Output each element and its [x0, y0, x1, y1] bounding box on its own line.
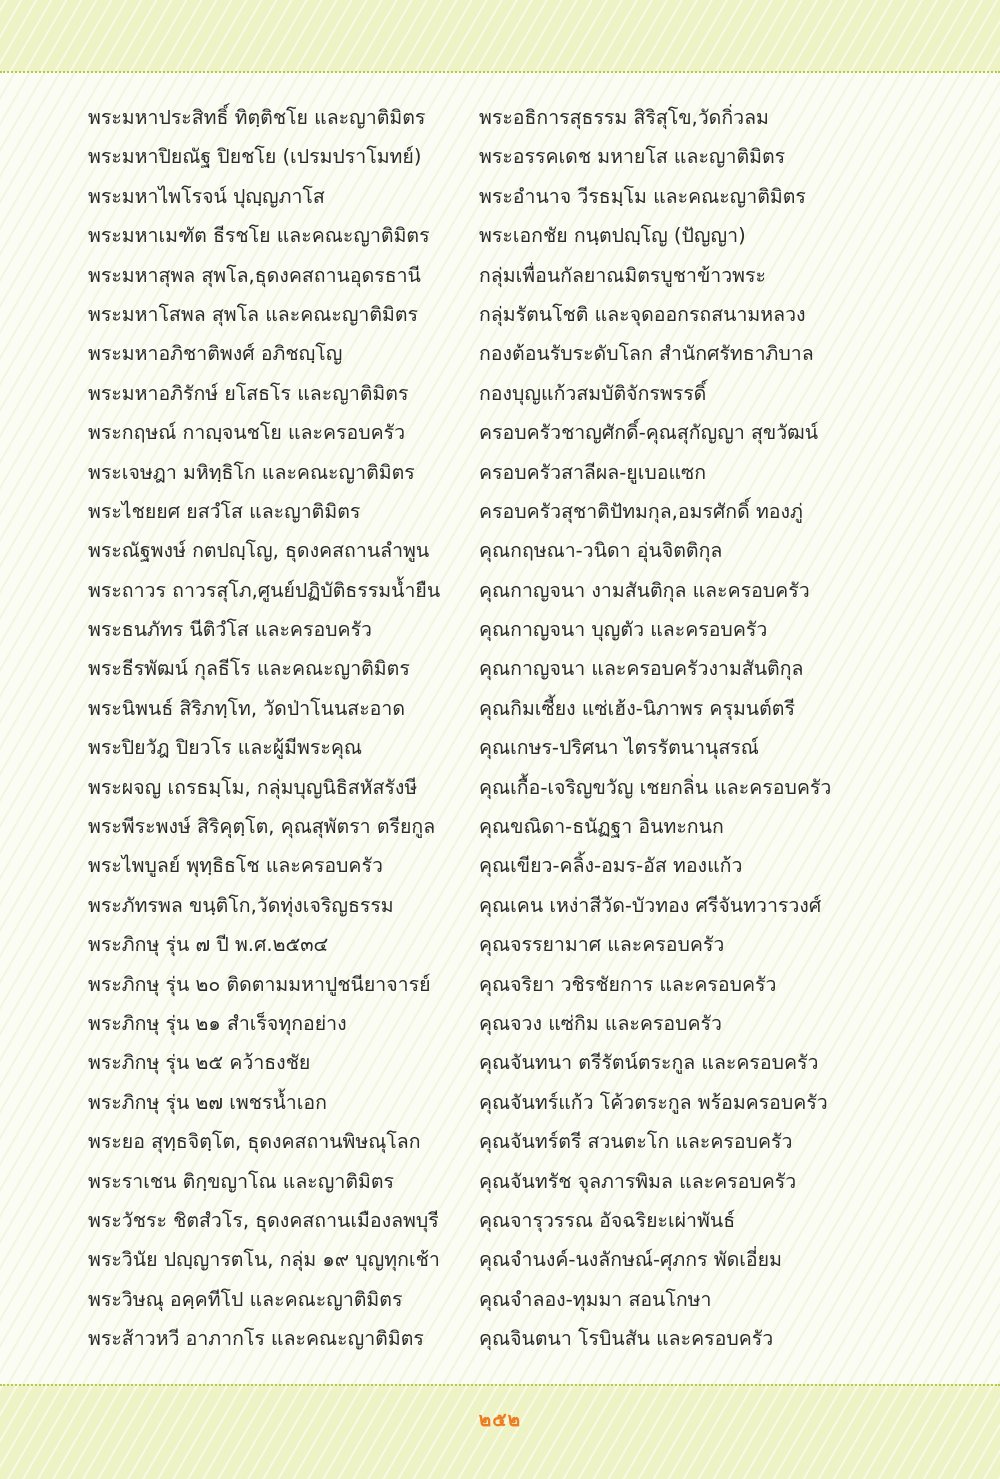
- list-item: พระภิกษุ รุ่น ๒๐ ติดตามมหาปูชนียาจารย์: [88, 972, 431, 996]
- list-item: พระวัชระ ชิตสํวโร, ธุดงคสถานเมืองลพบุรี: [88, 1208, 439, 1232]
- list-item: คุณจำลอง-ทุมมา สอนโกษา: [479, 1287, 712, 1311]
- list-item: ครอบครัวสุชาติปัทมกุล,อมรศักดิ์ ทองภู่: [479, 499, 803, 523]
- list-item: พระมหาประสิทธิ์ ทิตฺติชโย และญาติมิตร: [88, 106, 426, 129]
- list-item: คุณจันทรัช จุลภารพิมล และครอบครัว: [479, 1169, 797, 1193]
- list-item: พระอธิการสุธรรม สิริสุโข,วัดกิ่วลม: [479, 106, 769, 129]
- list-item: คุณกาญจนา และครอบครัวงามสันติกุล: [479, 657, 804, 681]
- right-name-list: [479, 98, 929, 1359]
- list-item: คุณเกื้อ-เจริญขวัญ เชยกลิ่น และครอบครัว: [479, 775, 832, 799]
- list-item: คุณกาญจนา บุญตัว และครอบครัว: [479, 618, 768, 642]
- list-item: คุณจำนงค์-นงลักษณ์-ศุภกร พัดเอี่ยม: [479, 1248, 782, 1272]
- list-item: กองต้อนรับระดับโลก สำนักศรัทธาภิบาล: [479, 342, 814, 366]
- list-item: คุณเขียว-คลิ้ง-อมร-อัส ทองแก้ว: [479, 854, 743, 878]
- list-item: พระส้าวหวี อาภากโร และคณะญาติมิตร: [88, 1327, 424, 1351]
- list-item: พระพีระพงษ์ สิริคุตฺโต, คุณสุพัตรา ตรียกูล: [88, 815, 436, 839]
- list-item: พระมหาอภิชาติพงศ์ อภิชญฺโญ: [88, 342, 343, 366]
- page-number: ๒๕๒: [478, 1409, 522, 1431]
- list-item: ครอบครัวสาลีผล-ยูเบอแซก: [479, 460, 707, 484]
- list-item: พระไพบูลย์ พุทฺธิธโช และครอบครัว: [88, 854, 383, 878]
- list-item: คุณกาญจนา งามสันติกุล และครอบครัว: [479, 578, 810, 602]
- top-dotted-divider: [0, 71, 1000, 73]
- list-item: คุณจริยา วชิรชัยการ และครอบครัว: [479, 972, 777, 996]
- list-item: คุณจารุวรรณ อัจฉริยะเผ่าพันธ์: [479, 1208, 736, 1232]
- list-item: พระธีรพัฒน์ กุลธีโร และคณะญาติมิตร: [88, 657, 410, 681]
- list-item: คุณจินตนา โรบินสัน และครอบครัว: [479, 1327, 774, 1351]
- list-item: พระกฤษณ์ กาญฺจนชโย และครอบครัว: [88, 421, 406, 445]
- list-item: พระภิกษุ รุ่น ๗ ปี พ.ศ.๒๕๓๔: [88, 933, 329, 957]
- list-item: พระมหาโสพล สุพโล และคณะญาติมิตร: [88, 302, 419, 326]
- list-item: คุณกฤษณา-วนิดา อุ่นจิตติกุล: [479, 539, 723, 563]
- list-item: พระอรรคเดช มหายโส และญาติมิตร: [479, 145, 786, 169]
- list-item: พระภิกษุ รุ่น ๒๑ สำเร็จทุกอย่าง: [88, 1011, 347, 1035]
- list-item: คุณกิมเซี้ยง แซ่เฮ้ง-นิภาพร ครุมนต์ตรี: [479, 696, 795, 720]
- list-item: คุณจวง แซ่กิม และครอบครัว: [479, 1011, 722, 1035]
- list-item: คุณขณิดา-ธนัฏฐา อินทะกนก: [479, 815, 724, 839]
- bottom-dotted-divider: [0, 1384, 1000, 1386]
- list-item: คุณจรรยามาศ และครอบครัว: [479, 933, 725, 957]
- list-item: พระปิยวัฎ ปิยวโร และผู้มีพระคุณ: [88, 736, 362, 760]
- list-item: พระผจญ เถรธมฺโม, กลุ่มบุญนิธิสหัสรังษี: [88, 775, 418, 799]
- list-item: คุณจันทร์แก้ว โค้วตระกูล พร้อมครอบครัว: [479, 1090, 828, 1114]
- list-item: พระมหาอภิรักษ์ ยโสธโร และญาติมิตร: [88, 381, 409, 405]
- list-item: พระวิษณุ อคฺคทีโป และคณะญาติมิตร: [88, 1287, 403, 1311]
- list-item: พระภัทรพล ขนฺติโก,วัดทุ่งเจริญธรรม: [88, 893, 394, 917]
- list-item: กองบุญแก้วสมบัติจักรพรรดิ์: [479, 381, 707, 405]
- list-item: คุณเคน เหง่าสีวัด-บัวทอง ศรีจันทวารวงศ์: [479, 893, 822, 917]
- list-item: พระยอ สุทฺธจิตฺโต, ธุดงคสถานพิษณุโลก: [88, 1130, 421, 1154]
- list-item: พระไชยยศ ยสวํโส และญาติมิตร: [88, 499, 361, 523]
- list-item: พระธนภัทร นีติวํโส และครอบครัว: [88, 618, 372, 642]
- left-name-list: [88, 98, 460, 1359]
- list-item: พระภิกษุ รุ่น ๒๕ คว้าธงชัย: [88, 1051, 311, 1075]
- list-item: พระมหาปิยณัฐ ปิยชโย (เปรมปราโมทย์): [88, 145, 422, 169]
- list-item: คุณจันทร์ตรี สวนตะโก และครอบครัว: [479, 1130, 793, 1154]
- list-item: พระมหาเมฑัต ธีรชโย และคณะญาติมิตร: [88, 224, 430, 248]
- list-item: คุณเกษร-ปริศนา ไตรรัตนานุสรณ์: [479, 736, 759, 760]
- list-item: พระนิพนธ์ สิริภทฺโท, วัดป่าโนนสะอาด: [88, 696, 405, 720]
- list-item: พระอำนาจ วีรธมฺโม และคณะญาติมิตร: [479, 184, 806, 208]
- list-item: พระณัฐพงษ์ กตปญฺโญ, ธุดงคสถานลำพูน: [88, 539, 430, 563]
- list-item: พระเจษฎา มหิทฺธิโก และคณะญาติมิตร: [88, 460, 415, 484]
- list-item: พระเอกชัย กนฺตปญฺโญ (ปัญญา): [479, 224, 746, 248]
- list-item: พระถาวร ถาวรสุโภ,ศูนย์ปฏิบัติธรรมน้ำยืน: [88, 578, 441, 602]
- list-item: พระภิกษุ รุ่น ๒๗ เพชรน้ำเอก: [88, 1090, 327, 1114]
- list-item: พระมหาสุพล สุพโล,ธุดงคสถานอุดรธานี: [88, 263, 421, 287]
- list-item: พระวินัย ปญฺญารตโน, กลุ่ม ๑๙ บุญทุกเช้า: [88, 1248, 440, 1272]
- list-item: ครอบครัวชาญศักดิ์-คุณสุกัญญา สุขวัฒน์: [479, 421, 819, 445]
- list-item: กลุ่มรัตนโชติ และจุดออกรถสนามหลวง: [479, 302, 806, 326]
- list-item: พระมหาไพโรจน์ ปุญฺญภาโส: [88, 184, 325, 208]
- list-item: คุณจันทนา ตรีรัตน์ตระกูล และครอบครัว: [479, 1051, 819, 1075]
- list-item: พระราเชน ติกฺขญาโณ และญาติมิตร: [88, 1169, 394, 1193]
- list-item: กลุ่มเพื่อนกัลยาณมิตรบูชาข้าวพระ: [479, 263, 766, 287]
